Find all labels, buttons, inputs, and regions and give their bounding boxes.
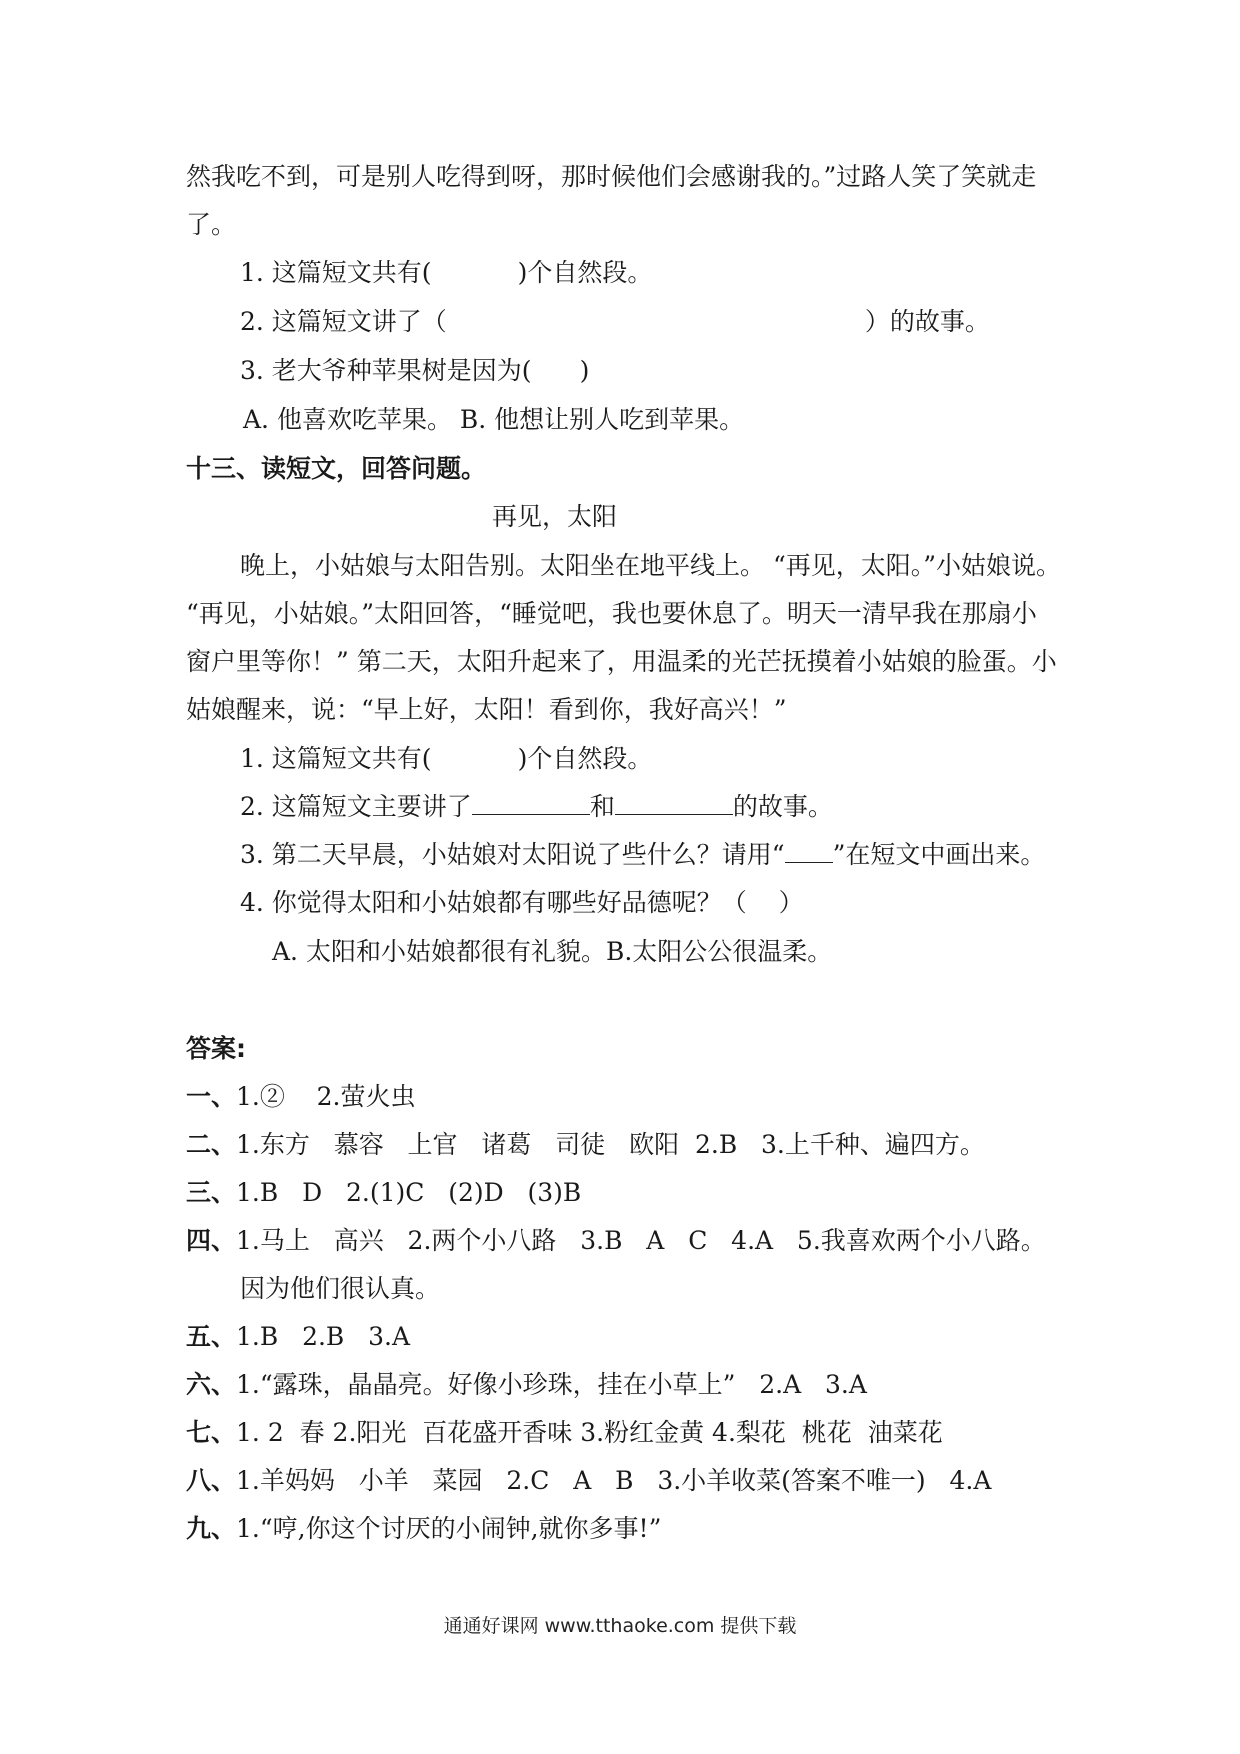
q13-question-3 bbox=[240, 838, 1045, 872]
q12-q2-prefix: 2. 这篇短文讲了（ bbox=[240, 307, 447, 336]
answer-label: 二、 bbox=[186, 1130, 237, 1159]
answer-row-8 bbox=[186, 1464, 991, 1498]
answer-row-7 bbox=[186, 1416, 943, 1450]
answer-label: 九、 bbox=[186, 1514, 237, 1543]
passage-line-1: 然我吃不到，可是别人吃得到呀，那时候他们会感谢我的。”过路人笑了笑就走 bbox=[186, 162, 1037, 191]
q12-q2-suffix: ）的故事。 bbox=[864, 307, 990, 336]
q12-q3-text: 3. 老大爷种苹果树是因为( bbox=[240, 356, 532, 385]
answer-label: 一、 bbox=[186, 1082, 237, 1111]
answer-text: 1. 2 春 2.阳光 百花盛开香味 3.粉红金黄 4.梨花 桃花 油菜花 bbox=[236, 1418, 943, 1447]
answer-text: 1.“哼,你这个讨厌的小闹钟,就你多事!” bbox=[236, 1514, 662, 1543]
q13-story-title: 再见，太阳 bbox=[492, 502, 618, 531]
q13-question-4: 4. 你觉得太阳和小姑娘都有哪些好品德呢？（ ） bbox=[240, 888, 804, 917]
q13-question-1 bbox=[240, 742, 652, 776]
answer-text: 因为他们很认真。 bbox=[240, 1274, 441, 1303]
answer-text: 1.马上 高兴 2.两个小八路 3.B A C 4.A 5.我喜欢两个小八路。 bbox=[236, 1226, 1046, 1255]
answer-label: 五、 bbox=[186, 1322, 237, 1351]
answer-row-5 bbox=[186, 1320, 410, 1354]
q13-q1-suffix: )个自然段。 bbox=[517, 744, 653, 773]
q13-options: A. 太阳和小姑娘都很有礼貌。B.太阳公公很温柔。 bbox=[272, 937, 833, 966]
answer-row-2 bbox=[186, 1128, 985, 1162]
answer-text: 1.B D 2.(1)C (2)D (3)B bbox=[236, 1178, 582, 1207]
answer-label: 七、 bbox=[186, 1418, 237, 1447]
answer-row-9 bbox=[186, 1512, 661, 1546]
q13-q1-prefix: 1. 这篇短文共有( bbox=[240, 744, 432, 773]
answer-row-1 bbox=[186, 1080, 416, 1114]
answer-text: 1.“露珠，晶晶亮。好像小珍珠，挂在小草上” 2.A 3.A bbox=[236, 1370, 867, 1399]
q13-story-line-4: 姑娘醒来，说：“早上好，太阳！看到你，我好高兴！” bbox=[186, 695, 787, 724]
q13-q2-prefix: 2. 这篇短文主要讲了 bbox=[240, 792, 472, 821]
answer-row-3 bbox=[186, 1176, 581, 1210]
q12-question-3 bbox=[240, 354, 589, 388]
answer-row-6 bbox=[186, 1368, 867, 1402]
q13-story-line-3: 窗户里等你！” 第二天，太阳升起来了，用温柔的光芒抚摸着小姑娘的脸蛋。小 bbox=[186, 647, 1057, 676]
q13-question-2 bbox=[240, 790, 833, 824]
q13-story-line-2: “再见，小姑娘。”太阳回答，“睡觉吧，我也要休息了。明天一清早我在那扇小 bbox=[186, 599, 1037, 628]
q13-q3-prefix: 3. 第二天早晨，小姑娘对太阳说了些什么？请用“ bbox=[240, 840, 785, 869]
answer-row-4-continued bbox=[240, 1272, 440, 1306]
answers-heading: 答案: bbox=[186, 1034, 246, 1063]
answer-label: 四、 bbox=[186, 1226, 237, 1255]
answer-row-4 bbox=[186, 1224, 1046, 1258]
answer-text: 1.② 2.萤火虫 bbox=[236, 1082, 416, 1111]
answer-label: 八、 bbox=[186, 1466, 237, 1495]
q12-q3-close: ) bbox=[579, 356, 590, 385]
passage-line-2: 了。 bbox=[186, 210, 237, 239]
answer-label: 三、 bbox=[186, 1178, 237, 1207]
q12-q1-prefix: 1. 这篇短文共有( bbox=[240, 258, 432, 287]
q13-story-line-1: 晚上，小姑娘与太阳告别。太阳坐在地平线上。 “再见，太阳。”小姑娘说。 bbox=[240, 551, 1062, 580]
answer-text: 1.B 2.B 3.A bbox=[236, 1322, 411, 1351]
q12-q1-suffix: )个自然段。 bbox=[517, 258, 653, 287]
q13-q3-suffix: ”在短文中画出来。 bbox=[832, 840, 1046, 869]
answer-text: 1.东方 慕容 上官 诸葛 司徒 欧阳 2.B 3.上千种、遍四方。 bbox=[236, 1130, 985, 1159]
q12-question-1 bbox=[240, 256, 652, 290]
answer-text: 1.羊妈妈 小羊 菜园 2.C A B 3.小羊收菜(答案不唯一) 4.A bbox=[236, 1466, 992, 1495]
q12-question-2 bbox=[240, 305, 990, 339]
q13-q2-mid: 和 bbox=[589, 792, 615, 821]
q12-options: A. 他喜欢吃苹果。 B. 他想让别人吃到苹果。 bbox=[243, 405, 745, 434]
q13-heading: 十三、读短文，回答问题。 bbox=[186, 454, 487, 483]
page-footer: 通通好课网 www.tthaoke.com 提供下载 bbox=[443, 1615, 797, 1637]
q13-q2-suffix: 的故事。 bbox=[732, 792, 833, 821]
answer-label: 六、 bbox=[186, 1370, 237, 1399]
